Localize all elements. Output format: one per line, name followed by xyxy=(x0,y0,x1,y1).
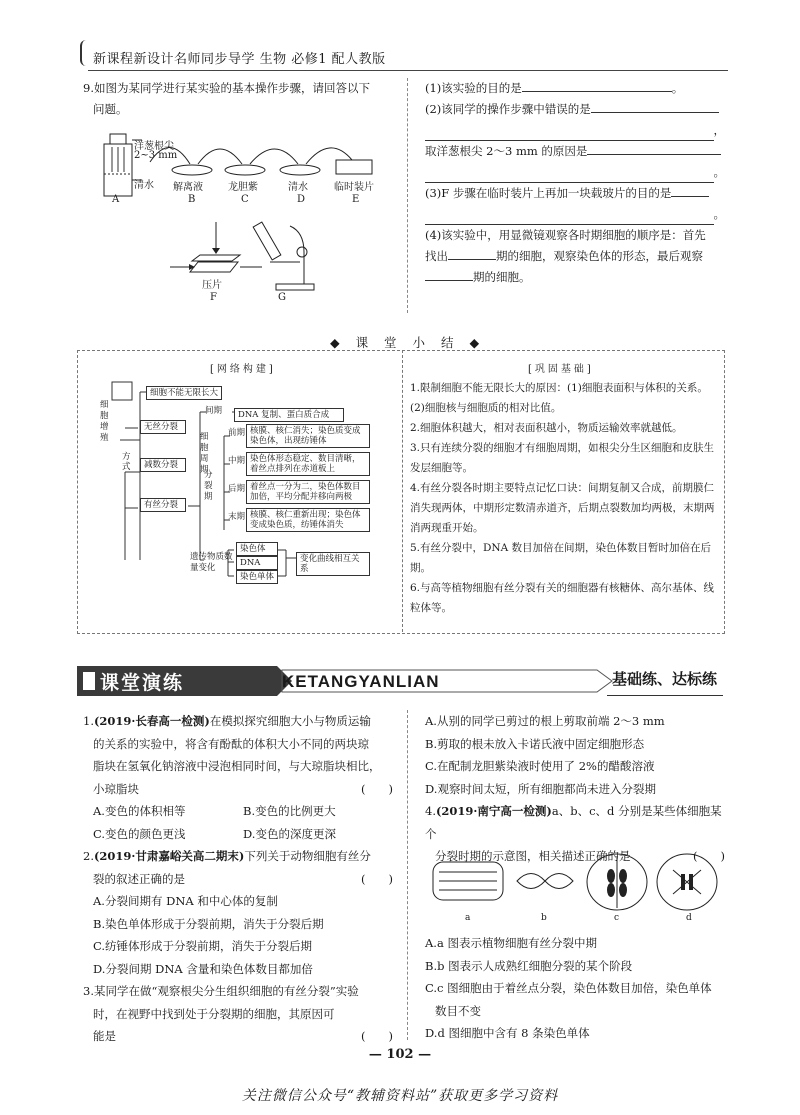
basics-list xyxy=(410,378,720,618)
jar-lid xyxy=(110,134,126,144)
q9-sub2-line: ， xyxy=(425,120,725,141)
q9-sub4b: 找出 期的细胞，观察染色体的形态，最后观察 xyxy=(425,246,725,267)
basics-item: 2.细胞体积越大，相对表面积越小，物质运输效率就越低。 xyxy=(410,422,683,434)
answer-paren[interactable]: ( ) xyxy=(361,781,393,796)
slide-f xyxy=(190,262,238,272)
header-rule xyxy=(88,70,728,71)
slide-e xyxy=(336,160,372,174)
summary-divider xyxy=(402,350,403,632)
mind-meiosis: 减数分裂 xyxy=(140,458,186,472)
mind-chromatid: 染色单体 xyxy=(236,570,278,584)
label-G: G xyxy=(278,292,286,303)
questions-right: A.从别的同学已剪过的根上剪取前端 2～3 mm B.剪取的根未放入卡诺氏液中固定细胞形态 C.在配制龙胆紫染液时使用了 2%的醋酸溶液 D.观察时间太短，所有细胞都尚未进入分裂期 4.(2019·南宁高一检测)a、b、c、d 分别是某些体细胞某个 分裂时期的示意图，相关描述正确的是 ( ) xyxy=(425,710,725,868)
answer-blank[interactable] xyxy=(425,169,714,183)
basics-item: 5.有丝分裂中，DNA 数目加倍在间期，染色体数目暂时加倍在后期。 xyxy=(410,542,712,574)
label-A: A xyxy=(112,194,120,205)
label-root: 洋葱根尖 xyxy=(134,141,174,152)
answer-blank[interactable] xyxy=(587,141,721,155)
label-s3: 清水 xyxy=(288,182,308,193)
answer-paren[interactable]: ( ) xyxy=(361,1029,393,1043)
option-d[interactable]: D.分裂间期 DNA 含量和染色体数目都加倍 xyxy=(93,961,313,976)
answer-blank[interactable] xyxy=(591,99,719,113)
q4-option-b[interactable]: B.b 图表示人成熟红细胞分裂的某个阶段 xyxy=(425,958,633,973)
q3-option-b[interactable]: B.剪取的根未放入卡诺氏液中固定细胞形态 xyxy=(425,736,645,751)
mind-prophase: 前期 xyxy=(228,428,246,438)
mind-anaphase-desc: 着丝点一分为二，染色体数目加倍，平均分配并移向两极 xyxy=(246,480,370,504)
label-s1: 解离液 xyxy=(173,182,203,193)
questions-left xyxy=(83,710,393,1048)
answer-blank[interactable] xyxy=(425,267,473,281)
q4-option-d[interactable]: D.d 图细胞中含有 8 条染色单体 xyxy=(425,1026,590,1040)
q4-options xyxy=(425,932,725,1045)
label-water: 清水 xyxy=(134,180,154,191)
option-a[interactable]: A.变色的体积相等 xyxy=(93,804,186,818)
q9-sub3: (3)F 步骤在临时装片上再加一块载玻片的目的是 xyxy=(425,183,725,204)
q4-option-a[interactable]: A.a 图表示植物细胞有丝分裂中期 xyxy=(425,936,597,950)
banner-pinyin: KETANGYANLIAN xyxy=(282,672,440,691)
option-c[interactable]: C.纺锤体形成于分裂前期，消失于分裂后期 xyxy=(93,939,313,953)
mind-limit: 细胞不能无限长大 xyxy=(146,386,222,400)
page-number: — 102 — xyxy=(368,1047,432,1062)
microscope-g xyxy=(253,222,314,290)
q3-option-d[interactable]: D.观察时间太短，所有细胞都尚未进入分裂期 xyxy=(425,781,656,796)
answer-blank[interactable] xyxy=(448,246,496,260)
summary-title: ◆ 课 堂 小 结 ◆ xyxy=(330,335,486,350)
answer-blank[interactable] xyxy=(671,183,709,197)
fig-label-b: b xyxy=(541,913,547,923)
label-s2: 龙胆紫 xyxy=(228,182,258,193)
mind-interphase: 间期 xyxy=(205,406,223,416)
network-heading: [网络构建] xyxy=(210,364,276,375)
mind-root: 细胞增殖 xyxy=(100,400,109,443)
mind-amitosis: 无丝分裂 xyxy=(140,420,186,434)
q9-sub2: (2)该同学的操作步骤中错误的是 xyxy=(425,99,725,120)
label-s4: 临时装片 xyxy=(334,182,374,193)
q9-subquestions xyxy=(425,78,725,288)
basics-item: 6.与高等植物细胞有丝分裂有关的细胞器有核糖体、高尔基体、线粒体等。 xyxy=(410,582,715,614)
mind-mode: 方式 xyxy=(122,452,131,472)
dish-c xyxy=(225,165,265,175)
mind-curve: 变化曲线相互关系 xyxy=(296,552,370,576)
label-B: B xyxy=(188,194,196,205)
mind-telophase-desc: 核膜、核仁重新出现；染色体变成染色质，纺锤体消失 xyxy=(246,508,370,532)
mind-dna: DNA xyxy=(236,556,278,570)
answer-blank[interactable] xyxy=(425,127,714,141)
basics-item: 4.有丝分裂各时期主要特点记忆口诀：间期复制又合成，前期膜仁消失现两体，中期形定数清赤道齐，后期点裂数加均两极，末期两消两现重开始。 xyxy=(410,482,715,534)
q9-stem-line1: 9.如图为某同学进行某实验的基本操作步骤，请回答以下 xyxy=(83,81,370,95)
q3: 3.某同学在做“观察根尖分生组织细胞的有丝分裂”实验 时，在视野中找到处于分裂期的细胞，其原因可 能是 ( ) xyxy=(83,980,393,1048)
q9-sub2b-line: 。 xyxy=(425,162,725,183)
column-separator xyxy=(407,78,408,313)
answer-blank[interactable] xyxy=(522,78,672,92)
mind-mitosis: 有丝分裂 xyxy=(140,498,186,512)
label-length: 2~3 mm xyxy=(134,150,178,161)
mind-chromosome: 染色体 xyxy=(236,542,278,556)
q9-sub4a: (4)该实验中，用显微镜观察各时期细胞的顺序是：首先 xyxy=(425,228,706,242)
mind-inter-desc: DNA 复制、蛋白质合成 xyxy=(234,408,344,422)
column-separator-2 xyxy=(407,710,408,1040)
mind-prophase-desc: 核膜、核仁消失；染色质变成染色体，出现纺锤体 xyxy=(246,424,370,448)
q9-stem xyxy=(83,78,393,120)
basics-item: 1.限制细胞不能无限长大的原因：(1)细胞表面积与体积的关系。(2)细胞核与细胞质的相对比值。 xyxy=(410,382,708,414)
fig-label-c: c xyxy=(614,913,620,923)
option-b[interactable]: B.变色的比例更大 xyxy=(243,804,336,818)
q9-stem-line2: 问题。 xyxy=(93,102,128,116)
option-b[interactable]: B.染色单体形成于分裂前期，消失于分裂后期 xyxy=(93,916,324,931)
mind-anaphase: 后期 xyxy=(228,484,246,494)
mind-cycle: 细胞周期 xyxy=(200,432,209,475)
dish-b xyxy=(172,165,212,175)
q9-sub3-line: 。 xyxy=(425,204,725,225)
option-a[interactable]: A.分裂间期有 DNA 和中心体的复制 xyxy=(93,894,278,908)
footer-note: 关注微信公众号“教辅资料站”获取更多学习资料 xyxy=(241,1088,559,1104)
answer-blank[interactable] xyxy=(425,211,714,225)
dish-d xyxy=(280,165,320,175)
mind-metaphase: 中期 xyxy=(228,456,246,466)
mind-division: 分裂期 xyxy=(204,470,213,502)
fig-label-a: a xyxy=(465,913,471,923)
answer-paren[interactable]: ( ) xyxy=(361,871,393,886)
answer-paren[interactable]: ( ) xyxy=(693,849,725,863)
basics-item: 3.只有连续分裂的细胞才有细胞周期，如根尖分生区细胞和皮肤生发层细胞等。 xyxy=(410,442,715,474)
label-E: E xyxy=(352,194,360,205)
q1: 1.(2019·长春高一检测)在模拟探究细胞大小与物质运输 的关系的实验中，将含有酚酞的体积大小不同的两块琼 脂块在氢氧化钠溶液中浸泡相同时间，与大琼脂块相比， 小琼脂块 ( ) A.变色的体积相等 B.变色的比例更大 C.变色的颜色更浅 D.变色的深度更深 xyxy=(83,710,393,845)
mind-telophase: 末期 xyxy=(228,512,246,522)
label-C: C xyxy=(241,194,249,205)
q4-option-c-cont: 数目不变 xyxy=(435,1003,481,1018)
q9-sub2b: 取洋葱根尖 2～3 mm 的原因是 xyxy=(425,141,725,162)
mind-metaphase-desc: 染色体形态稳定、数目清晰，着丝点排列在赤道板上 xyxy=(246,452,370,476)
q9-sub4c: 期的细胞。 xyxy=(425,267,725,288)
mind-genetic: 遗传物质数量变化 xyxy=(190,552,233,573)
header-bracket xyxy=(80,40,86,66)
q2: 2.(2019·甘肃嘉峪关高二期末)下列关于动物细胞有丝分 裂的叙述正确的是 ( ) A.分裂间期有 DNA 和中心体的复制 B.染色单体形成于分裂前期，消失于分裂后期 C.纺锤体形成于分裂前期，消失于分裂后期 D.分裂间期 DNA 含量和染色体数目都加倍 xyxy=(83,845,393,980)
banner-right: 基础练、达标练 xyxy=(612,670,718,688)
q3-option-a[interactable]: A.从别的同学已剪过的根上剪取前端 2～3 mm xyxy=(425,714,665,728)
label-F: F xyxy=(210,292,217,303)
basics-heading: [巩固基础] xyxy=(528,364,594,375)
page-header: 新课程新设计名师同步导学 生物 必修1 配人教版 xyxy=(93,52,386,67)
q3-option-c[interactable]: C.在配制龙胆紫染液时使用了 2%的醋酸溶液 xyxy=(425,759,655,773)
option-c[interactable]: C.变色的颜色更浅 xyxy=(93,826,186,841)
q4-option-c[interactable]: C.c 图细胞由于着丝点分裂，染色体数目加倍，染色单体 xyxy=(425,981,712,995)
root-tips xyxy=(112,147,124,172)
option-d[interactable]: D.变色的深度更深 xyxy=(243,826,336,841)
banner-title: 课堂演练 xyxy=(100,672,185,694)
fig-label-d: d xyxy=(686,913,692,923)
label-D: D xyxy=(297,194,306,205)
q9-sub1: (1)该实验的目的是 。 xyxy=(425,78,725,99)
label-press: 压片 xyxy=(202,280,222,291)
cell-b xyxy=(517,874,545,889)
